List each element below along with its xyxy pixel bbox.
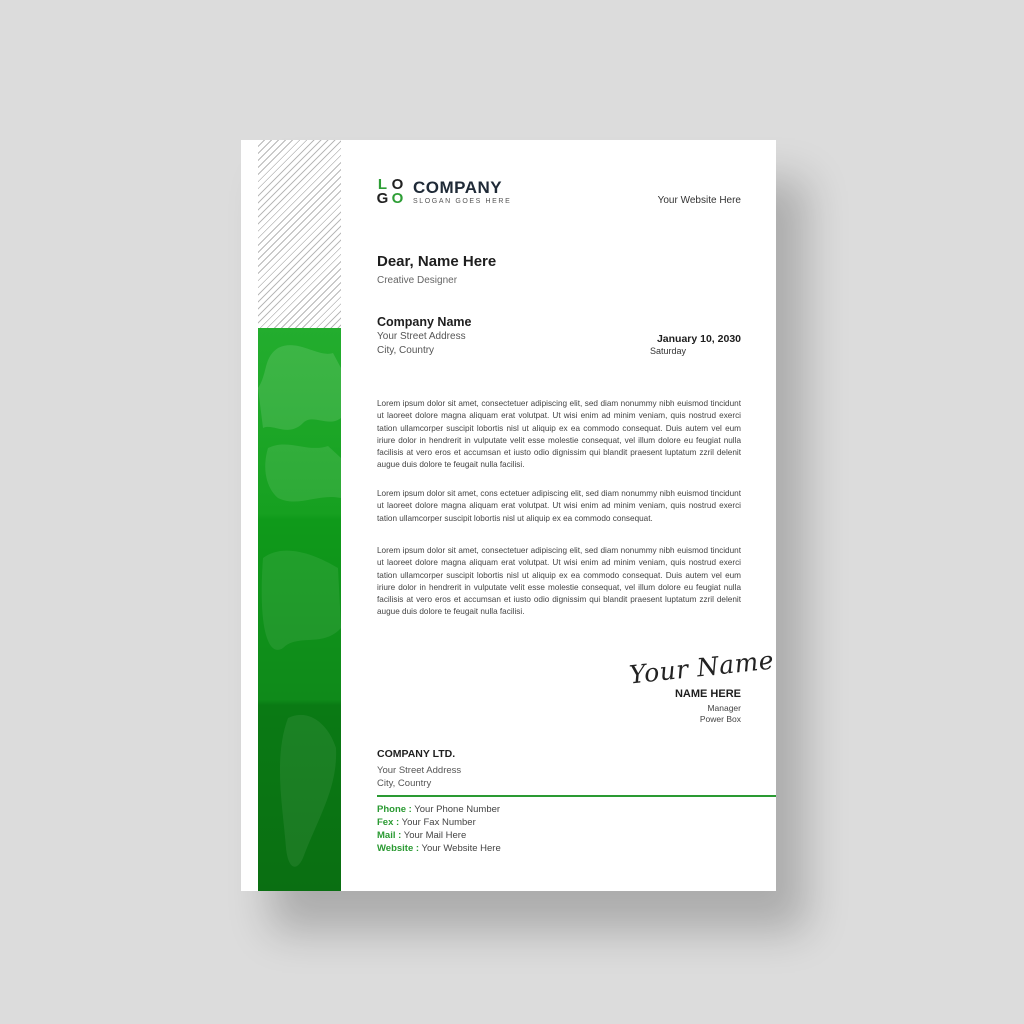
footer-city: City, Country — [377, 778, 432, 789]
footer-company: COMPANY LTD. — [377, 748, 456, 760]
greeting-role: Creative Designer — [377, 275, 458, 286]
logo-company-name: COMPANY — [413, 178, 503, 197]
footer-street: Your Street Address — [377, 765, 462, 776]
logo-letter-g: G — [376, 190, 389, 207]
contact-mail-value: Your Mail Here — [401, 830, 467, 841]
contact-website-label: Website : — [377, 843, 420, 854]
logo-letter-o2: O — [391, 190, 404, 207]
signer-name: NAME HERE — [674, 688, 741, 700]
letter-day: Saturday — [650, 346, 687, 356]
contact-phone — [377, 804, 500, 815]
logo-slogan: SLOGAN GOES HERE — [413, 198, 512, 205]
signer-company: Power Box — [699, 714, 741, 724]
company-logo — [375, 178, 515, 210]
green-side-band — [258, 328, 341, 891]
footer-divider — [377, 795, 776, 797]
contact-mail — [377, 830, 466, 841]
greeting-name: Dear, Name Here — [377, 253, 497, 270]
handwritten-signature: Your Name — [627, 645, 776, 690]
contact-fax-value: Your Fax Number — [399, 817, 476, 828]
recipient-street: Your Street Address — [377, 331, 466, 342]
body-paragraph-2: Lorem ipsum dolor sit amet, cons ectetuer adipiscing elit, sed diam nonummy nibh euismod tincidunt ut laoreet dolore magna aliquam erat volutpat. Ut wisi enim ad minim veniam, quis nostrud exerci tation ullamcorper suscipit lobortis nisl ut aliquip ex ea commodo consequat. — [377, 489, 741, 523]
signer-title: Manager — [707, 703, 741, 713]
contact-fax-label: Fex : — [377, 817, 400, 828]
header-website: Your Website Here — [657, 195, 741, 206]
world-map-watermark — [258, 328, 341, 891]
logo-letter-o: O — [391, 176, 404, 193]
contact-phone-value: Your Phone Number — [411, 804, 501, 815]
body-paragraph-1: Lorem ipsum dolor sit amet, consectetuer adipiscing elit, sed diam nonummy nibh euismod tincidunt ut laoreet dolore magna aliquam erat volutpat. Ut wisi enim ad minim veniam, quis nostrud exerci tation ullamcorper suscipit lobortis nisl ut aliquip ex ea commodo consequat. Duis autem vel eum iriure dolor in hendrerit in vulputate velit esse molestie consequat, vel illum dolore eu feugiat nulla facilisis at vero eros et accumsan et iusto odio dignissim qui blandit praesent luptatum zzril delenit augue duis dolore te feugait nulla facilisi. — [377, 399, 741, 470]
logo-mark — [375, 178, 405, 206]
letterhead-page — [241, 140, 776, 891]
recipient-city: City, Country — [377, 345, 435, 356]
body-paragraph-3: Lorem ipsum dolor sit amet, consectetuer adipiscing elit, sed diam nonummy nibh euismod tincidunt ut laoreet dolore magna aliquam erat volutpat. Ut wisi enim ad minim veniam, quis nostrud exerci tation ullamcorper suscipit lobortis nisl ut aliquip ex ea commodo consequat. Duis autem vel eum iriure dolor in hendrerit in vulputate velit esse molestie consequat, vel illum dolore eu feugiat nulla facilisis at vero eros et accumsan et iusto odio dignissim qui blandit praesent luptatum zzril delenit augue duis dolore te feugait nulla facilisi. — [377, 546, 741, 617]
recipient-company: Company Name — [377, 315, 472, 329]
diagonal-stripe-pattern — [258, 140, 341, 328]
contact-website — [377, 843, 501, 854]
contact-website-value: Your Website Here — [419, 843, 501, 854]
contact-fax — [377, 817, 476, 828]
letter-date: January 10, 2030 — [656, 333, 741, 345]
contact-phone-label: Phone : — [377, 804, 412, 815]
logo-letter-l: L — [377, 176, 388, 193]
contact-mail-label: Mail : — [377, 830, 402, 841]
